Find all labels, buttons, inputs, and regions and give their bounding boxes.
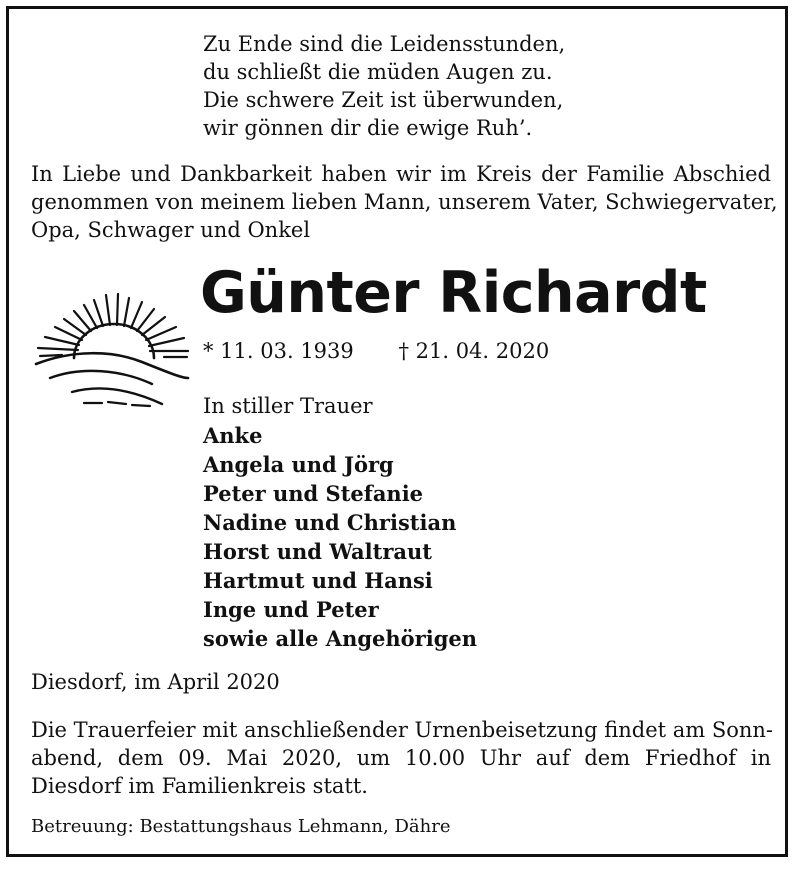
- service-line: abend, dem 09. Mai 2020, um 10.00 Uhr auf dem Friedhof in: [31, 746, 771, 770]
- mourner-name: Anke: [203, 423, 263, 448]
- mourner-name: Peter und Stefanie: [203, 481, 424, 506]
- service-info: [31, 716, 774, 800]
- intro-text: [31, 160, 778, 244]
- funeral-home-note: Betreuung: Bestattungshaus Lehmann, Dähre: [31, 816, 451, 837]
- mourner-name: Inge und Peter: [203, 597, 379, 622]
- place-date: Diesdorf, im April 2020: [31, 670, 280, 694]
- birth-date: * 11. 03. 1939: [203, 339, 354, 363]
- mourners-list: [203, 392, 477, 653]
- poem-line: wir gönnen dir die ewige Ruh’.: [203, 116, 533, 140]
- intro-line: genommen von meinem lieben Mann, unserem Vater, Schwiegervater,: [31, 190, 778, 214]
- poem: [203, 30, 565, 142]
- poem-line: du schließt die müden Augen zu.: [203, 60, 553, 84]
- mourner-name: Hartmut und Hansi: [203, 568, 433, 593]
- mourning-lead: In stiller Trauer: [203, 394, 373, 418]
- mourner-name: Angela und Jörg: [203, 452, 394, 477]
- mourner-names: [203, 421, 477, 653]
- mourner-name: Nadine und Christian: [203, 510, 457, 535]
- deceased-name: Günter Richardt: [200, 260, 707, 326]
- service-line: Diesdorf im Familienkreis statt.: [31, 774, 368, 798]
- death-date: † 21. 04. 2020: [398, 339, 550, 363]
- sunset-over-hills-icon: [32, 280, 192, 420]
- life-dates: [203, 337, 549, 365]
- mourner-name: Horst und Waltraut: [203, 539, 432, 564]
- mourner-name: sowie alle Angehörigen: [203, 626, 478, 651]
- poem-line: Die schwere Zeit ist überwunden,: [203, 88, 564, 112]
- service-line: Die Trauerfeier mit anschließender Urnenbeisetzung findet am Sonn-: [31, 718, 774, 742]
- intro-line: Opa, Schwager und Onkel: [31, 218, 311, 242]
- intro-line: In Liebe und Dankbarkeit haben wir im Kreis der Familie Abschied: [31, 162, 771, 186]
- poem-line: Zu Ende sind die Leidensstunden,: [203, 32, 566, 56]
